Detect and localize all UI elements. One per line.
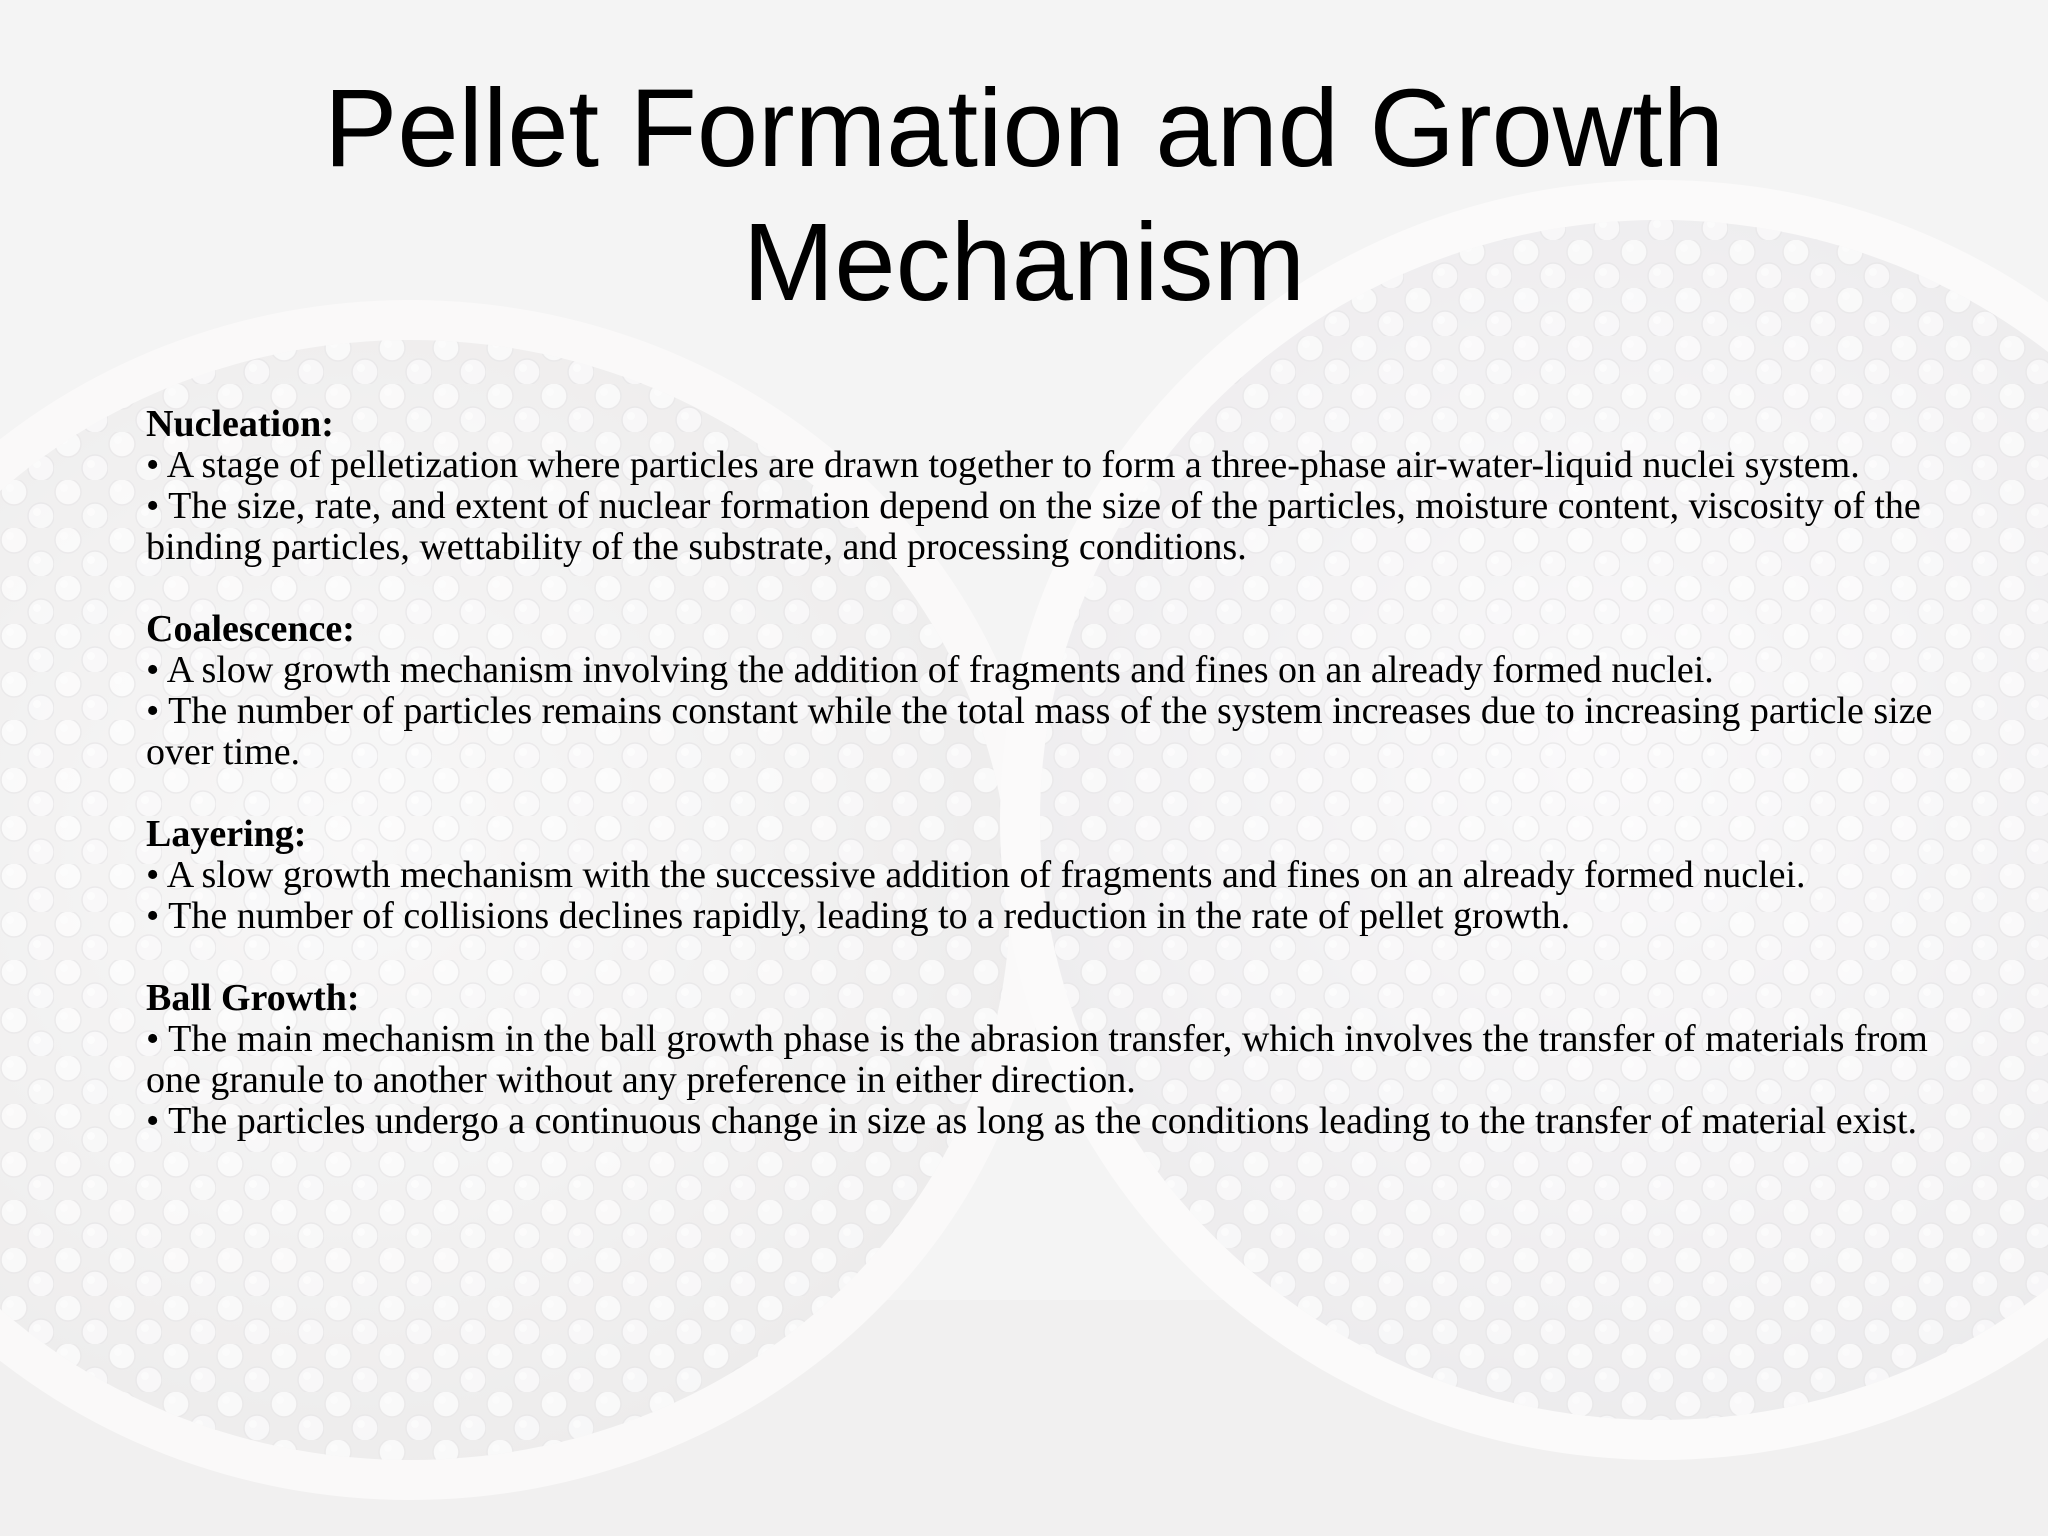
bullet-item: • The number of collisions declines rapidly, leading to a reduction in the rate of pellet growth. xyxy=(146,895,1571,937)
section-heading: Nucleation: xyxy=(146,403,334,445)
slide-body xyxy=(146,404,1966,1183)
bullet-item: • The particles undergo a continuous change in size as long as the conditions leading to the transfer of material exist. xyxy=(146,1100,1918,1142)
bullet-item: • A slow growth mechanism with the successive addition of fragments and fines on an already formed nuclei. xyxy=(146,854,1806,896)
bullet-item: • A stage of pelletization where particles are drawn together to form a three-phase air-water-liquid nuclei system. xyxy=(146,444,1860,486)
bullet-item: • The main mechanism in the ball growth phase is the abrasion transfer, which involves the transfer of materials from one granule to another without any preference in either direction. xyxy=(146,1018,1928,1101)
section-ball-growth xyxy=(146,978,1966,1142)
slide-title-line-2: Mechanism xyxy=(742,201,1306,324)
slide-title-line-1: Pellet Formation and Growth xyxy=(323,67,1725,190)
bullet-item: • The size, rate, and extent of nuclear formation depend on the size of the particles, moisture content, viscosity of the binding particles, wettability of the substrate, and processing conditions. xyxy=(146,485,1921,568)
section-heading: Coalescence: xyxy=(146,608,355,650)
bullet-item: • A slow growth mechanism involving the addition of fragments and fines on an already formed nuclei. xyxy=(146,649,1714,691)
section-coalescence xyxy=(146,609,1966,773)
section-heading: Layering: xyxy=(146,813,307,855)
section-heading: Ball Growth: xyxy=(146,977,360,1019)
section-layering xyxy=(146,814,1966,937)
slide-title xyxy=(0,62,2048,330)
bullet-item: • The number of particles remains constant while the total mass of the system increases due to increasing particle size over time. xyxy=(146,690,1933,773)
section-nucleation xyxy=(146,404,1966,568)
